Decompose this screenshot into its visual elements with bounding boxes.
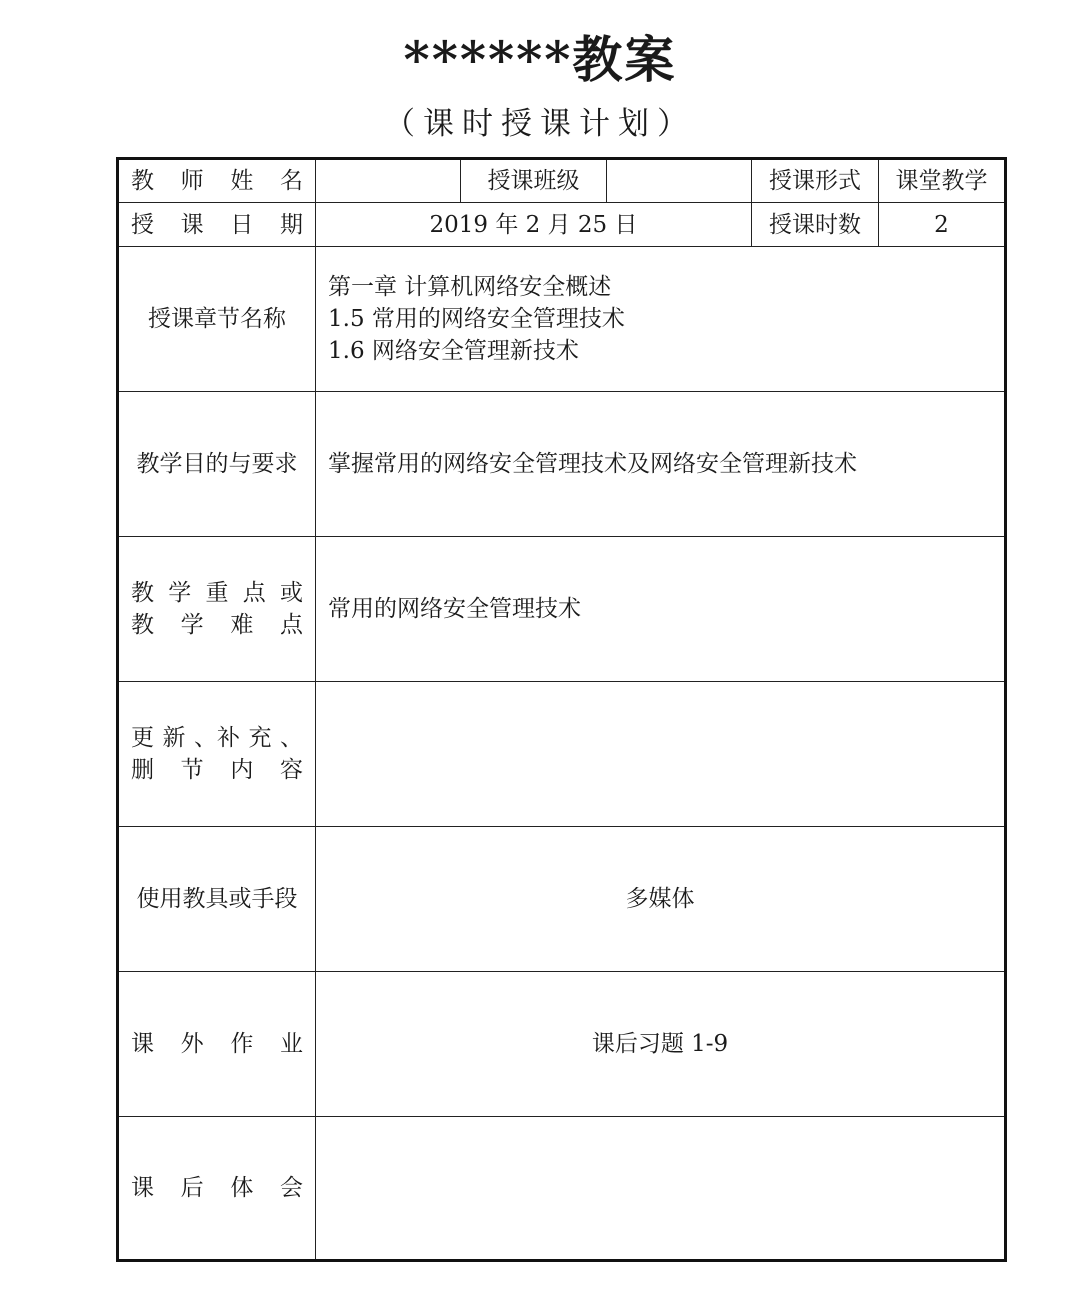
homework-label: 课 外 作 业 — [118, 972, 316, 1117]
tools-value: 多媒体 — [316, 827, 1006, 972]
chapter-line: 1.6 网络安全管理新技术 — [328, 338, 579, 364]
row-homework — [118, 972, 1006, 1117]
document-subtitle: （课时授课计划） — [384, 106, 696, 142]
row-updates — [118, 682, 1006, 827]
class-value[interactable] — [607, 159, 752, 203]
row-tools — [118, 827, 1006, 972]
row-objectives — [118, 392, 1006, 537]
teacher-name-value[interactable] — [316, 159, 461, 203]
row-reflection — [118, 1117, 1006, 1261]
updates-label: 更 新 、补 充 、 删 节 内 容 — [118, 682, 316, 827]
chapter-line: 第一章 计算机网络安全概述 — [328, 274, 612, 300]
objectives-label: 教学目的与要求 — [118, 392, 316, 537]
row-chapter — [118, 247, 1006, 392]
key-points-label: 教 学 重 点 或 教 学 难 点 — [118, 537, 316, 682]
homework-value: 课后习题 1-9 — [316, 972, 1006, 1117]
key-points-value: 常用的网络安全管理技术 — [316, 537, 1006, 682]
document-title: ******教案 — [403, 30, 677, 89]
teaching-form-label: 授课形式 — [752, 159, 879, 203]
date-value: 2019 年 2 月 25 日 — [316, 203, 752, 247]
date-label: 授 课 日 期 — [118, 203, 316, 247]
teaching-form-value: 课堂教学 — [879, 159, 1006, 203]
hours-value: 2 — [879, 203, 1006, 247]
tools-label: 使用教具或手段 — [118, 827, 316, 972]
row-key-points — [118, 537, 1006, 682]
lesson-plan-table — [116, 157, 1007, 1262]
row-teacher-class-form — [118, 159, 1006, 203]
hours-label: 授课时数 — [752, 203, 879, 247]
objectives-value: 掌握常用的网络安全管理技术及网络安全管理新技术 — [316, 392, 1006, 537]
updates-value[interactable] — [316, 682, 1006, 827]
chapter-line: 1.5 常用的网络安全管理技术 — [328, 306, 625, 332]
chapter-label: 授课章节名称 — [118, 247, 316, 392]
row-date-hours — [118, 203, 1006, 247]
teacher-name-label: 教 师 姓 名 — [118, 159, 316, 203]
reflection-value[interactable] — [316, 1117, 1006, 1261]
chapter-value — [316, 247, 1006, 392]
class-label: 授课班级 — [461, 159, 607, 203]
reflection-label: 课 后 体 会 — [118, 1117, 316, 1261]
